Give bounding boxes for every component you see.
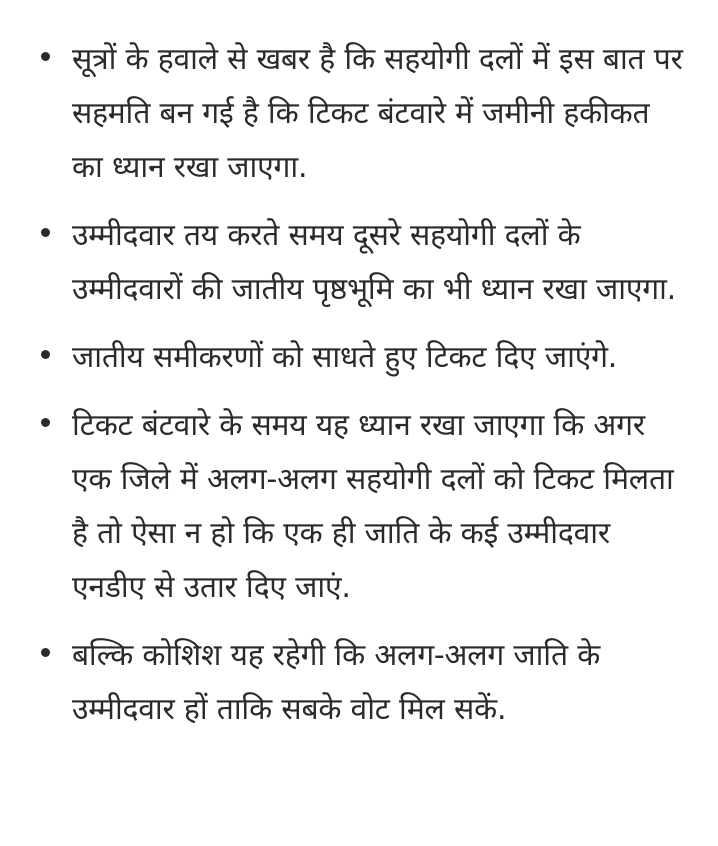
bullet-text: टिकट बंटवारे के समय यह ध्यान रखा जाएगा कि अगर एक जिले में अलग-अलग सहयोगी दलों को टिकट मिलता है तो ऐसा न हो कि एक ही जाति के कई उम्मीदवार एनडीए से उतार दिए जाएं. <box>72 408 674 605</box>
list-item <box>0 33 718 195</box>
bullet-point-icon <box>41 52 50 61</box>
bullet-point-icon <box>41 350 50 359</box>
bullet-text: बल्कि कोशिश यह रहेगी कि अलग-अलग जाति के उम्मीदवार हों ताकि सबके वोट मिल सकें. <box>72 638 601 727</box>
bullet-list <box>0 33 718 737</box>
list-item <box>0 331 718 385</box>
bullet-point-icon <box>41 418 50 427</box>
list-item <box>0 399 718 615</box>
bullet-text: उम्मीदवार तय करते समय दूसरे सहयोगी दलों के उम्मीदवारों की जातीय पृष्ठभूमि का भी ध्यान रखा जाएगा. <box>72 218 677 307</box>
bullet-point-icon <box>41 648 50 657</box>
bullet-point-icon <box>41 228 50 237</box>
list-item <box>0 209 718 317</box>
bullet-text: सूत्रों के हवाले से खबर है कि सहयोगी दलों में इस बात पर सहमति बन गई है कि टिकट बंटवारे में जमीनी हकीकत का ध्यान रखा जाएगा. <box>72 42 683 185</box>
list-item <box>0 629 718 737</box>
bullet-text: जातीय समीकरणों को साधते हुए टिकट दिए जाएंगे. <box>72 340 618 375</box>
